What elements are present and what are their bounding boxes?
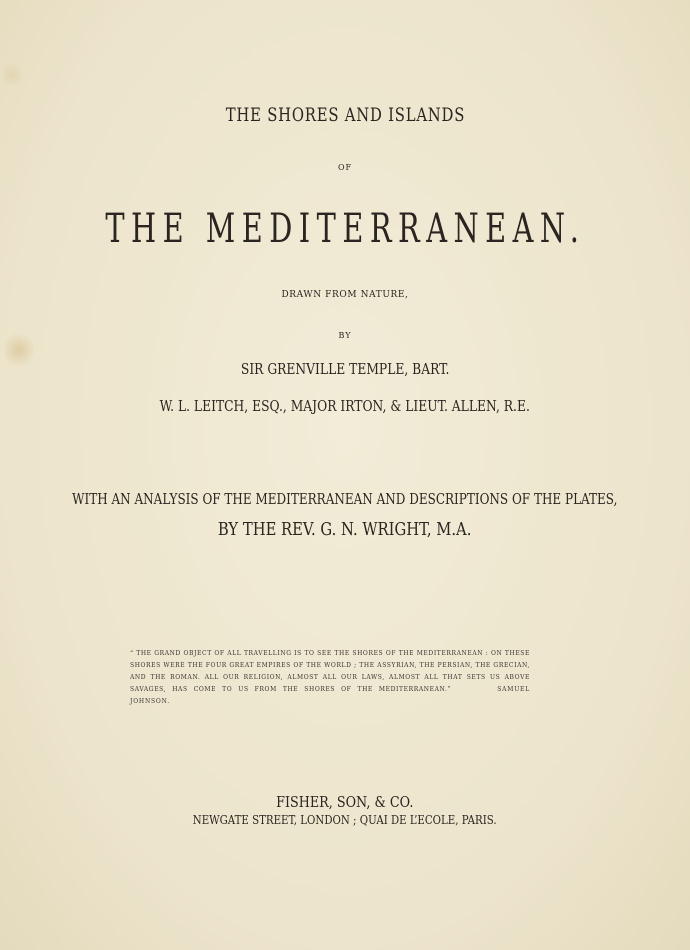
by-line: BY	[338, 331, 352, 340]
publisher-address: NEWGATE STREET, LONDON ; QUAI DE L’ECOLE, PARIS.	[193, 813, 497, 827]
main-title: THE MEDITERRANEAN.	[104, 206, 586, 252]
title-line-1: THE SHORES AND ISLANDS	[225, 104, 465, 126]
paper-stain	[2, 60, 22, 90]
author-temple: SIR GRENVILLE TEMPLE, BART.	[240, 360, 450, 378]
drawn-from-nature: DRAWN FROM NATURE,	[281, 290, 409, 300]
authors-leitch-irton-allen: W. L. LEITCH, ESQ., MAJOR IRTON, & LIEUT. ALLEN, R.E.	[159, 397, 531, 415]
analysis-author: BY THE REV. G. N. WRIGHT, M.A.	[218, 519, 472, 540]
quote-text: “ THE GRAND OBJECT OF ALL TRAVELLING IS TO SEE THE SHORES OF THE MEDITERRANEAN : ON THESE SHORES WERE THE FOUR GREAT EMPIRES OF THE WORLD ; THE ASSYRIAN, THE PERSIAN, THE GRECIAN, AND THE ROMAN. ALL OUR RELIGION, ALMOST ALL OUR LAWS, ALMOST ALL THAT SETS US ABOVE SAVAGES, HAS COME TO US FROM THE SHORES OF THE MEDITERRANEAN.”	[130, 650, 530, 693]
title-of: OF	[337, 163, 353, 172]
publisher-name: FISHER, SON, & CO.	[276, 793, 414, 811]
epigraph-quote	[130, 648, 530, 708]
quote-author: SAMUEL JOHNSON.	[130, 686, 531, 705]
analysis-line: WITH AN ANALYSIS OF THE MEDITERRANEAN AND DESCRIPTIONS OF THE PLATES,	[72, 490, 618, 508]
